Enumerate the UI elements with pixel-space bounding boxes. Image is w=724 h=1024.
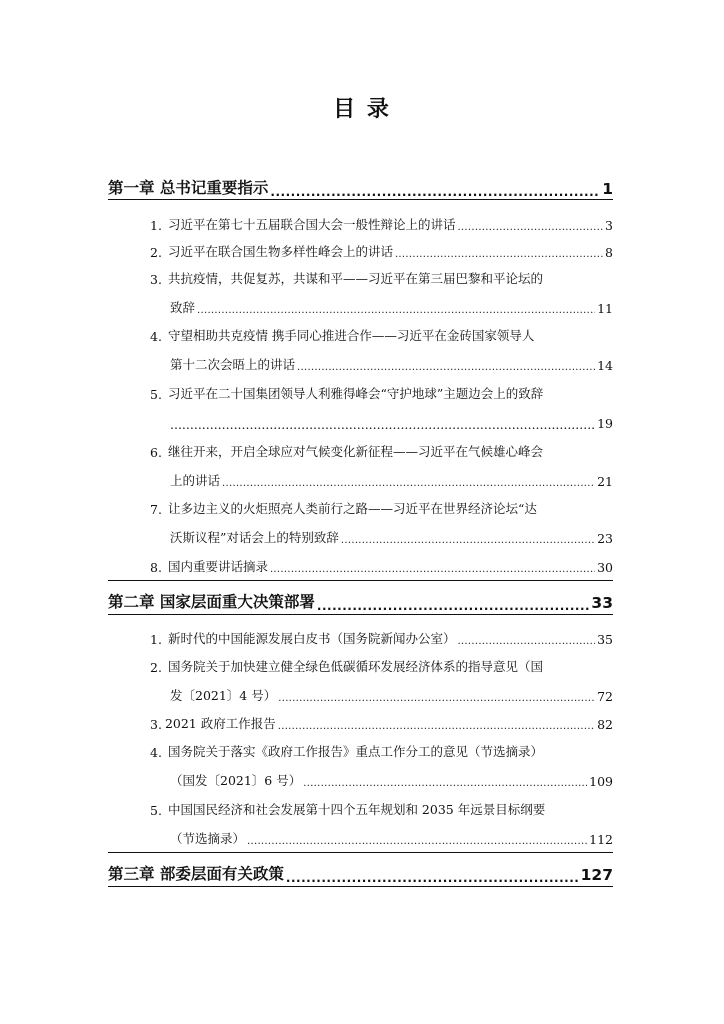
entry-page: 11 <box>597 301 613 316</box>
dot-leader <box>395 250 603 260</box>
chapter-3-label: 第三章 部委层面有关政策 <box>108 865 284 883</box>
entry-page: 82 <box>597 717 613 732</box>
entry-page: 72 <box>597 689 613 704</box>
dot-leader <box>317 600 590 612</box>
chapter-1-entry[interactable] <box>108 172 613 198</box>
toc-entry-1-6[interactable] <box>150 438 613 460</box>
entry-number: 1. <box>150 218 162 233</box>
toc-entry-1-1[interactable] <box>150 211 613 233</box>
entry-number: 6. <box>150 445 162 460</box>
page-title: 目 录 <box>333 97 391 122</box>
entry-title: 2021 政府工作报告 <box>164 716 276 731</box>
entry-number: 5. <box>150 803 162 818</box>
dot-leader <box>270 186 600 198</box>
divider <box>108 199 613 200</box>
entry-number: 1. <box>150 632 162 647</box>
dot-leader <box>286 872 579 884</box>
entry-page: 109 <box>589 774 613 789</box>
toc-entry-1-3-cont[interactable] <box>170 294 613 316</box>
divider <box>108 852 613 853</box>
toc-entry-2-2-cont[interactable] <box>170 682 613 704</box>
entry-page: 14 <box>597 358 613 373</box>
toc-entry-1-3[interactable] <box>150 265 613 287</box>
toc-entry-2-4-cont[interactable] <box>170 767 613 789</box>
entry-number: 2. <box>150 245 162 260</box>
entry-title-line1: 让多边主义的火炬照亮人类前行之路——习近平在世界经济论坛“达 <box>167 501 537 516</box>
chapter-2-label: 第二章 国家层面重大决策部署 <box>108 593 315 611</box>
entry-title-line1: 中国国民经济和社会发展第十四个五年规划和 2035 年远景目标纲要 <box>167 802 546 817</box>
dot-leader <box>278 694 595 704</box>
chapter-3-page: 127 <box>580 866 613 884</box>
entry-title-line1: 守望相助共克疫情 携手同心推进合作——习近平在金砖国家领导人 <box>167 328 535 343</box>
toc-entry-2-5[interactable] <box>150 796 613 818</box>
entry-title-line1: 国务院关于落实《政府工作报告》重点工作分工的意见（节选摘录） <box>167 744 543 759</box>
entry-page: 30 <box>597 560 613 575</box>
toc-entry-2-4[interactable] <box>150 738 613 760</box>
entry-page: 23 <box>597 531 613 546</box>
toc-entry-2-1[interactable] <box>150 625 613 647</box>
dot-leader <box>222 479 595 489</box>
entry-number: 3. <box>150 717 162 732</box>
entry-page: 19 <box>597 416 613 431</box>
dot-leader <box>247 837 587 847</box>
entry-title-line2: 沃斯议程”对话会上的特别致辞 <box>170 530 339 545</box>
dot-leader <box>457 223 603 233</box>
entry-page: 35 <box>597 632 613 647</box>
dot-leader <box>457 637 595 647</box>
entry-title-line2: （节选摘录） <box>170 831 246 846</box>
entry-title-line1: 继往开来，开启全球应对气候变化新征程——习近平在气候雄心峰会 <box>167 444 543 459</box>
dot-leader <box>270 565 595 575</box>
divider <box>108 886 613 887</box>
chapter-3-entry[interactable] <box>108 858 613 884</box>
entry-title-line2: 上的讲话 <box>170 473 221 488</box>
toc-entry-1-4-cont[interactable] <box>170 351 613 373</box>
entry-number: 3. <box>150 272 162 287</box>
entry-title-line2: 发〔2021〕4 号） <box>170 688 277 703</box>
entry-number: 2. <box>150 660 162 675</box>
toc-entry-1-7-cont[interactable] <box>170 524 613 546</box>
toc-entry-1-6-cont[interactable] <box>170 467 613 489</box>
toc-entry-1-2[interactable] <box>150 238 613 260</box>
toc-entry-1-4[interactable] <box>150 322 613 344</box>
toc-entry-2-3[interactable] <box>150 710 613 732</box>
divider <box>108 580 613 581</box>
entry-title-line2: （国发〔2021〕6 号） <box>170 773 302 788</box>
toc-entry-1-5-cont[interactable] <box>170 409 613 431</box>
chapter-2-entry[interactable] <box>108 586 613 612</box>
entry-number: 5. <box>150 387 162 402</box>
dot-leader <box>341 536 595 546</box>
toc-entry-2-5-cont[interactable] <box>170 825 613 847</box>
entry-title: 国内重要讲话摘录 <box>167 559 268 574</box>
entry-page: 8 <box>605 245 613 260</box>
entry-title-line2: 致辞 <box>170 300 196 315</box>
entry-title-line2: 第十二次会晤上的讲话 <box>170 357 296 372</box>
entry-number: 4. <box>150 745 162 760</box>
dot-leader <box>297 363 595 373</box>
chapter-2-page: 33 <box>591 594 613 612</box>
entry-number: 4. <box>150 329 162 344</box>
divider <box>108 614 613 615</box>
entry-number: 7. <box>150 502 162 517</box>
entry-title: 新时代的中国能源发展白皮书（国务院新闻办公室） <box>167 631 456 646</box>
chapter-1-page: 1 <box>602 180 613 198</box>
entry-title-line1: 习近平在二十国集团领导人利雅得峰会“守护地球”主题边会上的致辞 <box>167 386 544 401</box>
entry-number: 8. <box>150 560 162 575</box>
toc-entry-1-8[interactable] <box>150 553 613 575</box>
chapter-1-label: 第一章 总书记重要指示 <box>108 179 269 197</box>
entry-title: 习近平在联合国生物多样性峰会上的讲话 <box>167 244 393 259</box>
dot-leader <box>197 306 595 316</box>
toc-entry-1-5[interactable] <box>150 380 613 402</box>
entry-page: 21 <box>597 474 613 489</box>
entry-title-line1: 国务院关于加快建立健全绿色低碳循环发展经济体系的指导意见（国 <box>167 659 543 674</box>
entry-page: 112 <box>589 832 613 847</box>
toc-entry-2-2[interactable] <box>150 653 613 675</box>
entry-title-line1: 共抗疫情，共促复苏，共谋和平——习近平在第三届巴黎和平论坛的 <box>167 271 543 286</box>
entry-title: 习近平在第七十五届联合国大会一般性辩论上的讲话 <box>167 217 456 232</box>
entry-page: 3 <box>605 218 613 233</box>
toc-entry-1-7[interactable] <box>150 495 613 517</box>
dot-leader <box>170 419 595 432</box>
dot-leader <box>303 779 587 789</box>
dot-leader <box>278 722 595 732</box>
